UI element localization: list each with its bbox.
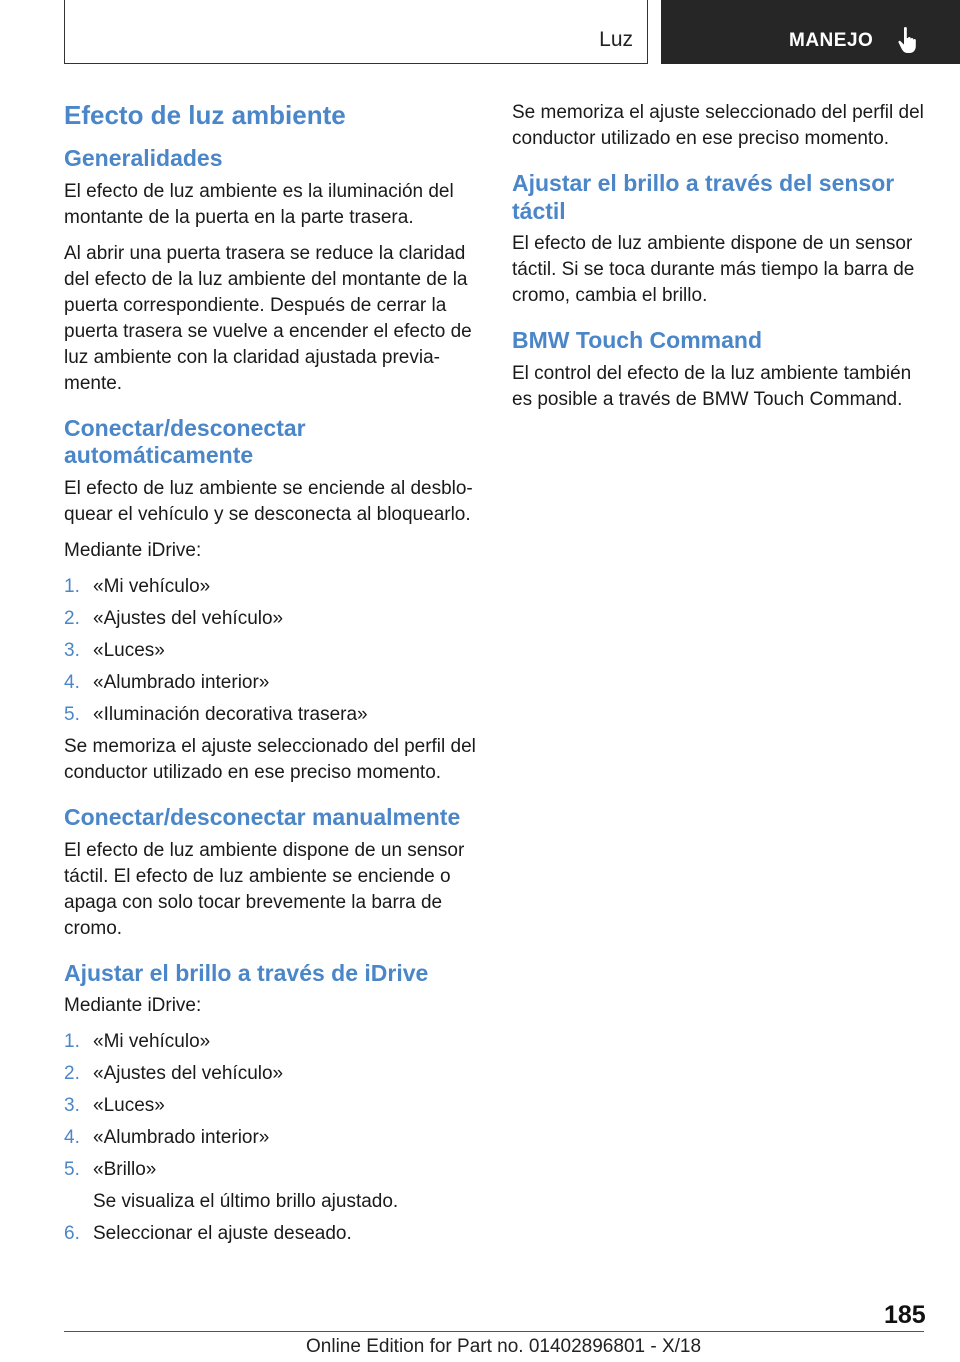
list-item (64, 638, 484, 664)
steps-list-idrive (64, 1029, 484, 1247)
paragraph: Se memoriza el ajuste seleccionado del perfil del conductor utilizado en ese preciso momento. (64, 735, 476, 783)
heading-idrive: Ajustar el brillo a través de iDrive (64, 959, 429, 986)
step-number: 2. (64, 1063, 80, 1085)
heading-generalidades: Generalidades (64, 145, 223, 172)
footer-divider (64, 1331, 924, 1332)
step-text: Seleccionar el ajuste deseado. (93, 1223, 352, 1245)
page-number: 185 (884, 1301, 926, 1329)
right-column (512, 100, 932, 423)
list-item (64, 606, 484, 632)
steps-list-auto (64, 574, 484, 728)
page-title: Efecto de luz ambiente (64, 100, 346, 130)
step-note: Se visualiza el último brillo ajustado. (93, 1191, 399, 1213)
left-column (64, 100, 484, 1253)
step-text: «Mi vehículo» (93, 575, 211, 597)
step-number: 1. (64, 1031, 80, 1053)
paragraph: Mediante iDrive: (64, 539, 202, 561)
step-text: «Alumbrado interior» (93, 671, 270, 693)
step-number: 1. (64, 575, 80, 597)
list-item (64, 1125, 484, 1151)
list-item (64, 670, 484, 696)
step-text: «Iluminación decorativa trasera» (93, 703, 368, 725)
step-text: «Ajustes del vehículo» (93, 1063, 284, 1085)
pointing-hand-icon (897, 26, 919, 54)
step-text: «Luces» (93, 639, 165, 661)
list-item (64, 702, 484, 728)
step-number: 4. (64, 671, 80, 693)
header-chapter-title: MANEJO (789, 30, 874, 51)
step-number: 2. (64, 607, 80, 629)
list-item (64, 1221, 484, 1247)
list-item (64, 1029, 484, 1055)
step-number: 5. (64, 703, 80, 725)
list-item (64, 574, 484, 600)
heading-touch-command: BMW Touch Command (512, 327, 762, 354)
step-number: 6. (64, 1223, 80, 1245)
list-item (64, 1061, 484, 1087)
paragraph: Mediante iDrive: (64, 995, 202, 1017)
paragraph: El efecto de luz ambiente dispone de un sensor táctil. El efecto de luz ambiente se enciende o apaga con solo tocar brevemente la barra de cromo. (64, 839, 465, 939)
list-item (64, 1157, 484, 1215)
paragraph: El efecto de luz ambiente es la iluminación del montante de la puerta en la parte trasera. (64, 180, 454, 228)
heading-sensor: Ajustar el brillo a través del sensor táctil (512, 170, 895, 224)
step-text: «Luces» (93, 1095, 165, 1117)
paragraph: El control del efecto de la luz ambiente también es posible a través de BMW Touch Command. (512, 362, 912, 410)
step-text: «Mi vehículo» (93, 1031, 211, 1053)
paragraph: Al abrir una puerta trasera se reduce la claridad del efecto de la luz ambiente del montante de la puerta correspondiente. Después de cerrar la puerta trasera se vuelve a encender el efecto de luz ambiente con la claridad ajustada previa‐mente. (64, 242, 472, 394)
heading-manual: Conectar/desconectar manualmente (64, 803, 461, 830)
step-number: 3. (64, 639, 80, 661)
header-section-box (64, 0, 648, 64)
paragraph: Se memoriza el ajuste seleccionado del perfil del conductor utilizado en ese preciso momento. (512, 102, 924, 149)
step-text: «Alumbrado interior» (93, 1127, 270, 1149)
header-chapter-tab (661, 0, 960, 64)
paragraph: El efecto de luz ambiente dispone de un sensor táctil. Si se toca durante más tiempo la barra de cromo, cambia el brillo. (512, 233, 915, 307)
step-number: 5. (64, 1159, 80, 1181)
list-item (64, 1093, 484, 1119)
footer-edition: Online Edition for Part no. 01402896801 - X/18 (306, 1336, 702, 1357)
step-text: «Brillo» (93, 1159, 157, 1181)
step-number: 3. (64, 1095, 80, 1117)
step-text: «Ajustes del vehículo» (93, 607, 284, 629)
step-number: 4. (64, 1127, 80, 1149)
paragraph: El efecto de luz ambiente se enciende al desblo‐quear el vehículo y se desconecta al bloquearlo. (64, 477, 473, 525)
header-section-title: Luz (599, 28, 633, 51)
heading-auto: Conectar/desconectar automáticamente (64, 414, 306, 469)
